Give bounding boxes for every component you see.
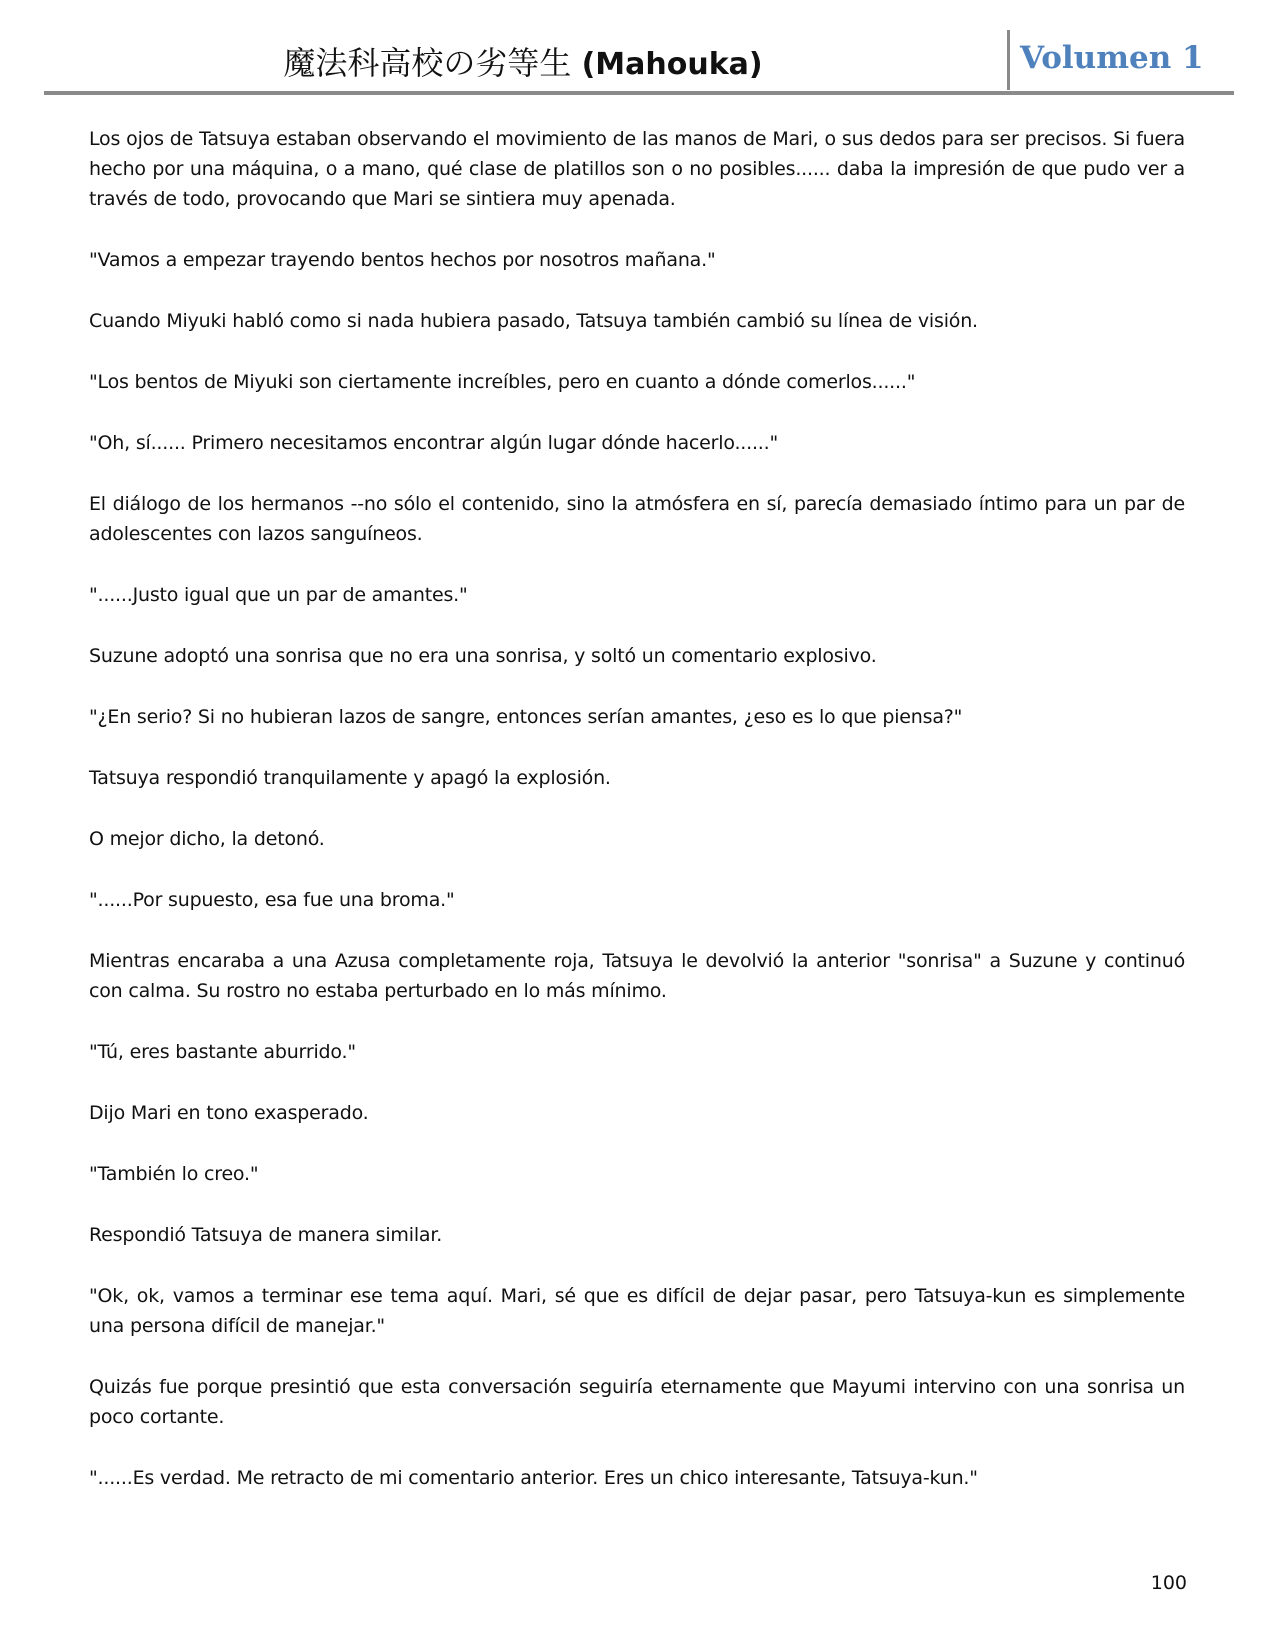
- paragraph: O mejor dicho, la detonó.: [89, 828, 325, 850]
- page-number: 100: [1150, 1572, 1187, 1594]
- volume-label: Volumen 1: [1020, 40, 1204, 76]
- paragraph: "¿En serio? Si no hubieran lazos de sangre, entonces serían amantes, ¿eso es lo que piensa?": [89, 706, 963, 728]
- book-title-latin: (Mahouka): [581, 47, 763, 82]
- paragraph: "......Justo igual que un par de amantes.": [89, 584, 468, 606]
- book-title: [44, 38, 1002, 84]
- paragraph: Quizás fue porque presintió que esta conversación seguiría eternamente que Mayumi intervino con una sonrisa un poco cortante.: [89, 1376, 1185, 1428]
- paragraph: Suzune adoptó una sonrisa que no era una sonrisa, y soltó un comentario explosivo.: [89, 645, 877, 667]
- paragraph: El diálogo de los hermanos --no sólo el contenido, sino la atmósfera en sí, parecía demasiado íntimo para un par de adolescentes con lazos sanguíneos.: [89, 493, 1185, 545]
- paragraph: "......Por supuesto, esa fue una broma.": [89, 889, 455, 911]
- paragraph: Dijo Mari en tono exasperado.: [89, 1102, 369, 1124]
- paragraph: "Tú, eres bastante aburrido.": [89, 1041, 356, 1063]
- paragraph: "Los bentos de Miyuki son ciertamente increíbles, pero en cuanto a dónde comerlos......": [89, 371, 916, 393]
- paragraph: Mientras encaraba a una Azusa completamente roja, Tatsuya le devolvió la anterior "sonrisa" a Suzune y continuó con calma. Su rostro no estaba perturbado en lo más mínimo.: [89, 950, 1185, 1002]
- book-title-japanese: 魔法科高校の劣等生: [283, 44, 572, 82]
- page-header: [44, 28, 1234, 94]
- header-separator: [1007, 30, 1010, 90]
- paragraph: "Oh, sí...... Primero necesitamos encontrar algún lugar dónde hacerlo......": [89, 432, 779, 454]
- paragraph: "Ok, ok, vamos a terminar ese tema aquí. Mari, sé que es difícil de dejar pasar, pero Tatsuya-kun es simplemente una persona difícil de manejar.": [89, 1285, 1185, 1337]
- paragraph: "También lo creo.": [89, 1163, 259, 1185]
- paragraph: Cuando Miyuki habló como si nada hubiera pasado, Tatsuya también cambió su línea de visión.: [89, 310, 978, 332]
- page-body: [89, 124, 1185, 1524]
- paragraph: "......Es verdad. Me retracto de mi comentario anterior. Eres un chico interesante, Tatsuya-kun.": [89, 1467, 978, 1489]
- paragraph: Los ojos de Tatsuya estaban observando el movimiento de las manos de Mari, o sus dedos para ser precisos. Si fuera hecho por una máquina, o a mano, qué clase de platillos son o no posibles...... daba la impresión de que pudo ver a través de todo, provocando que Mari se sintiera muy apenada.: [89, 128, 1185, 210]
- header-rule: [44, 91, 1234, 95]
- paragraph: "Vamos a empezar trayendo bentos hechos por nosotros mañana.": [89, 249, 716, 271]
- paragraph: Respondió Tatsuya de manera similar.: [89, 1224, 443, 1246]
- paragraph: Tatsuya respondió tranquilamente y apagó la explosión.: [89, 767, 611, 789]
